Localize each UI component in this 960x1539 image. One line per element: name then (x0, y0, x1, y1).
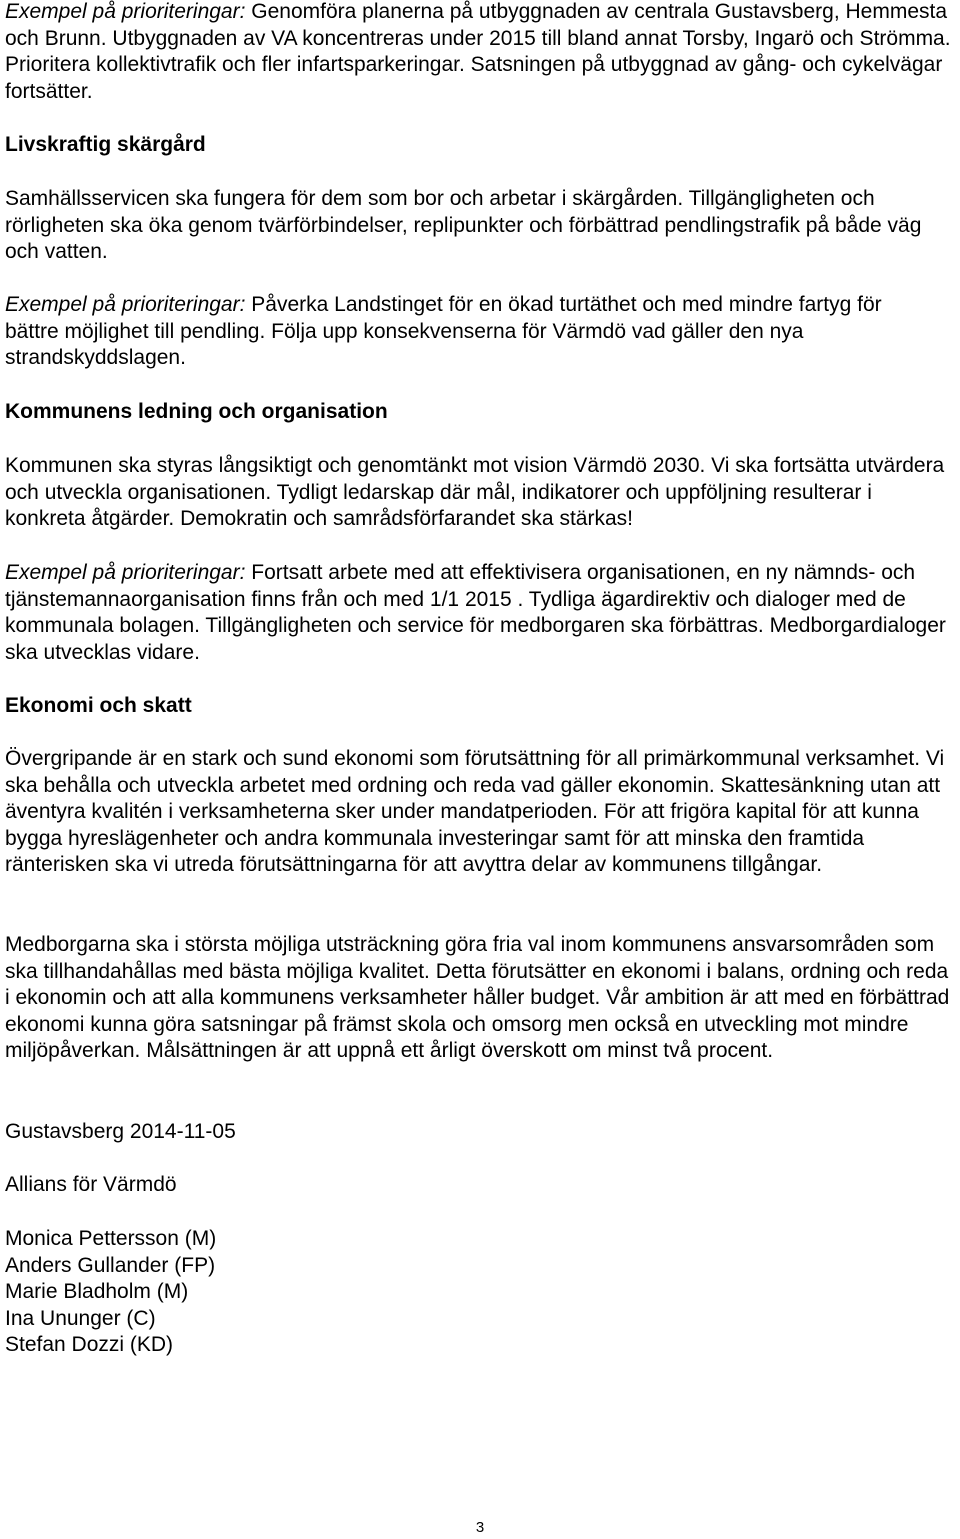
paragraph-ledning (5, 453, 950, 533)
examples-lead: Exempel på prioriteringar: (5, 293, 246, 316)
signatory: Monica Pettersson (M) (5, 1227, 217, 1250)
organization-name: Allians för Värmdö (5, 1173, 177, 1196)
signatory: Ina Ununger (C) (5, 1306, 156, 1330)
examples-lead: Exempel på prioriteringar: (5, 561, 246, 584)
signatory: Stefan Dozzi (KD) (5, 1333, 174, 1356)
paragraph-text: Fortsatt arbete med att effektivisera organisationen, en ny nämnds- och tjänstemannaorganisation finns från och med 1/1 2015 . Tydliga ägardirektiv och dialoger med de kommunala bolagen. Tillgängligheten och service för medborgaren ska förbättras. Medborgardialoger ska utvecklas vidare. (5, 561, 946, 664)
paragraph-text: Påverka Landstinget för en ökad turtäthet och med mindre fartyg för bättre möjlighet till pendling. Följa upp konsekvenserna för Värmdö vad gäller den nya strandskyddslagen. (5, 293, 882, 369)
section-heading-livskraftig-skargard: Livskraftig skärgård (5, 133, 206, 156)
section-heading-kommunens-ledning: Kommunens ledning och organisation (5, 400, 388, 423)
paragraph-examples-infrastructure (5, 0, 955, 105)
paragraph-examples-organisation (5, 560, 955, 666)
page-number: 3 (475, 1519, 485, 1536)
place-and-date: Gustavsberg 2014-11-05 (5, 1120, 236, 1143)
paragraph-text: Samhällsservicen ska fungera för dem som bor och arbetar i skärgården. Tillgängligheten och rörligheten ska öka genom tvärförbindelser, replipunkter och förbättrad pendlingstrafik på både väg och vatten. (5, 187, 922, 263)
paragraph-text: Medborgarna ska i största möjliga utsträckning göra fria val inom kommunens ansvarsområden som ska tillhandahållas med bästa möjliga kvalitet. Detta förutsätter en ekonomi i balans, ordning och reda i ekonomin och att alla kommunens verksamheter håller budget. Vår ambition är att med en förbättrad ekonomi kunna göra satsningar på främst skola och omsorg men också en utveckling mot mindre miljöpåverkan. Målsättningen är att uppnå ett årligt överskott om minst två procent. (5, 933, 950, 1062)
paragraph-text: Kommunen ska styras långsiktigt och genomtänkt mot vision Värmdö 2030. Vi ska fortsätta utvärdera och utveckla organisationen. Tydligt ledarskap där mål, indikatorer och uppföljning resulterar i konkreta åtgärder. Demokratin och samrådsförfarandet ska stärkas! (5, 454, 945, 530)
section-heading-ekonomi-och-skatt: Ekonomi och skatt (5, 694, 192, 717)
examples-lead: Exempel på prioriteringar: (5, 0, 246, 23)
paragraph-text: Genomföra planerna på utbyggnaden av centrala Gustavsberg, Hemmesta och Brunn. Utbyggnaden av VA koncentreras under 2015 till bland annat Torsby, Ingarö och Strömma. Prioritera kollektivtrafik och fler infartsparkeringar. Satsningen på utbyggnad av gång- och cykelvägar fortsätter. (5, 0, 951, 103)
signatory-list (5, 1226, 216, 1359)
signatory: Marie Bladholm (M) (5, 1280, 189, 1303)
paragraph-ekonomi (5, 746, 955, 879)
paragraph-text: Övergripande är en stark och sund ekonomi som förutsättning för all primärkommunal verksamhet. Vi ska behålla och utveckla arbetet med ordning och reda vad gäller ekonomin. Skattesänkning utan att äventyra kvalitén i verksamheterna sker under mandatperioden. För att frigöra kapital för att kunna bygga hyreslägenheter och andra kommunala investeringar samt för att minska den framtida ränterisken ska vi utreda förutsättningarna för att avyttra delar av kommunens tillgångar. (5, 747, 945, 876)
paragraph-skargard-service (5, 186, 957, 266)
paragraph-examples-skargard (5, 292, 940, 372)
paragraph-medborgarna (5, 932, 953, 1065)
signatory: Anders Gullander (FP) (5, 1253, 216, 1277)
